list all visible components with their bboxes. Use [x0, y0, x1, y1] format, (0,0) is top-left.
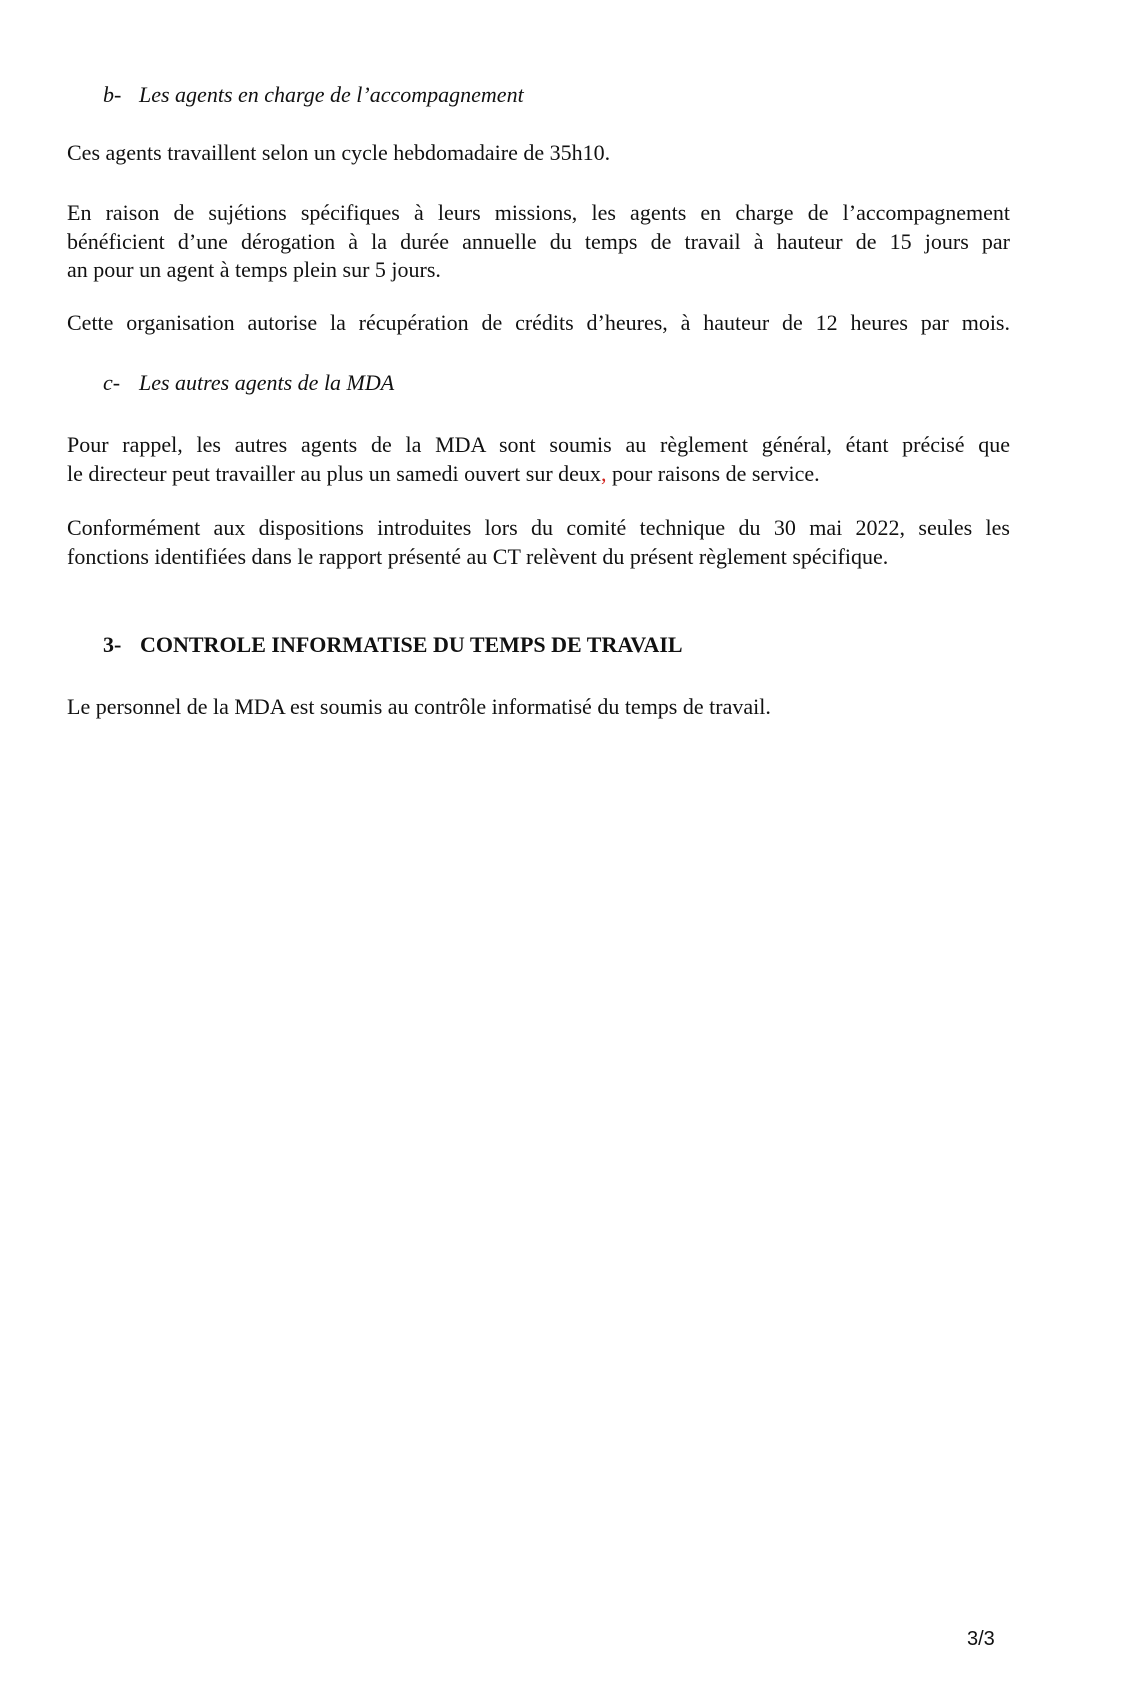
subsection-title: Les agents en charge de l’accompagnement: [139, 82, 524, 107]
text-segment: pour raisons de service.: [606, 460, 820, 486]
text-line: an pour un agent à temps plein sur 5 jours.: [67, 257, 441, 282]
subsection-label: c-: [103, 370, 121, 395]
paragraph-rappel: [67, 431, 1010, 488]
text-line: Pour rappel, les autres agents de la MDA sont soumis au règlement général, étant précisé que: [67, 432, 1010, 457]
paragraph-cycle: [67, 139, 1010, 168]
paragraph-controle: [67, 693, 1010, 722]
section-label: 3-: [103, 632, 122, 657]
text-segment: le directeur peut travailler au plus un samedi ouvert sur deux: [67, 460, 601, 486]
text-line: Cette organisation autorise la récupération de crédits d’heures, à hauteur de 12 heures par mois.: [67, 310, 1010, 335]
text-line: [67, 460, 1010, 489]
subsection-label: b-: [103, 82, 122, 107]
subsection-title: Les autres agents de la MDA: [139, 370, 395, 395]
text-line: En raison de sujétions spécifiques à leurs missions, les agents en charge de l’accompagnement: [67, 200, 1010, 225]
paragraph-conformement: [67, 514, 1010, 571]
section-title: CONTROLE INFORMATISE DU TEMPS DE TRAVAIL: [140, 632, 683, 657]
text-line: bénéficient d’une dérogation à la durée annuelle du temps de travail à hauteur de 15 jours par: [67, 228, 1010, 254]
paragraph-derogation: [67, 199, 1010, 285]
text-line: Ces agents travaillent selon un cycle hebdomadaire de 35h10.: [67, 140, 611, 165]
subsection-heading-c: [103, 369, 394, 398]
paragraph-recuperation: [67, 309, 1010, 338]
subsection-heading-b: [103, 81, 524, 110]
highlighted-comma: ,: [600, 460, 607, 486]
text-line: Conformément aux dispositions introduites lors du comité technique du 30 mai 2022, seules les: [67, 515, 1010, 540]
text-line: fonctions identifiées dans le rapport présenté au CT relèvent du présent règlement spécifique.: [67, 543, 889, 569]
section-heading-3: [103, 631, 683, 660]
text-line: Le personnel de la MDA est soumis au contrôle informatisé du temps de travail.: [67, 694, 771, 719]
page-number: 3/3: [967, 1628, 995, 1650]
